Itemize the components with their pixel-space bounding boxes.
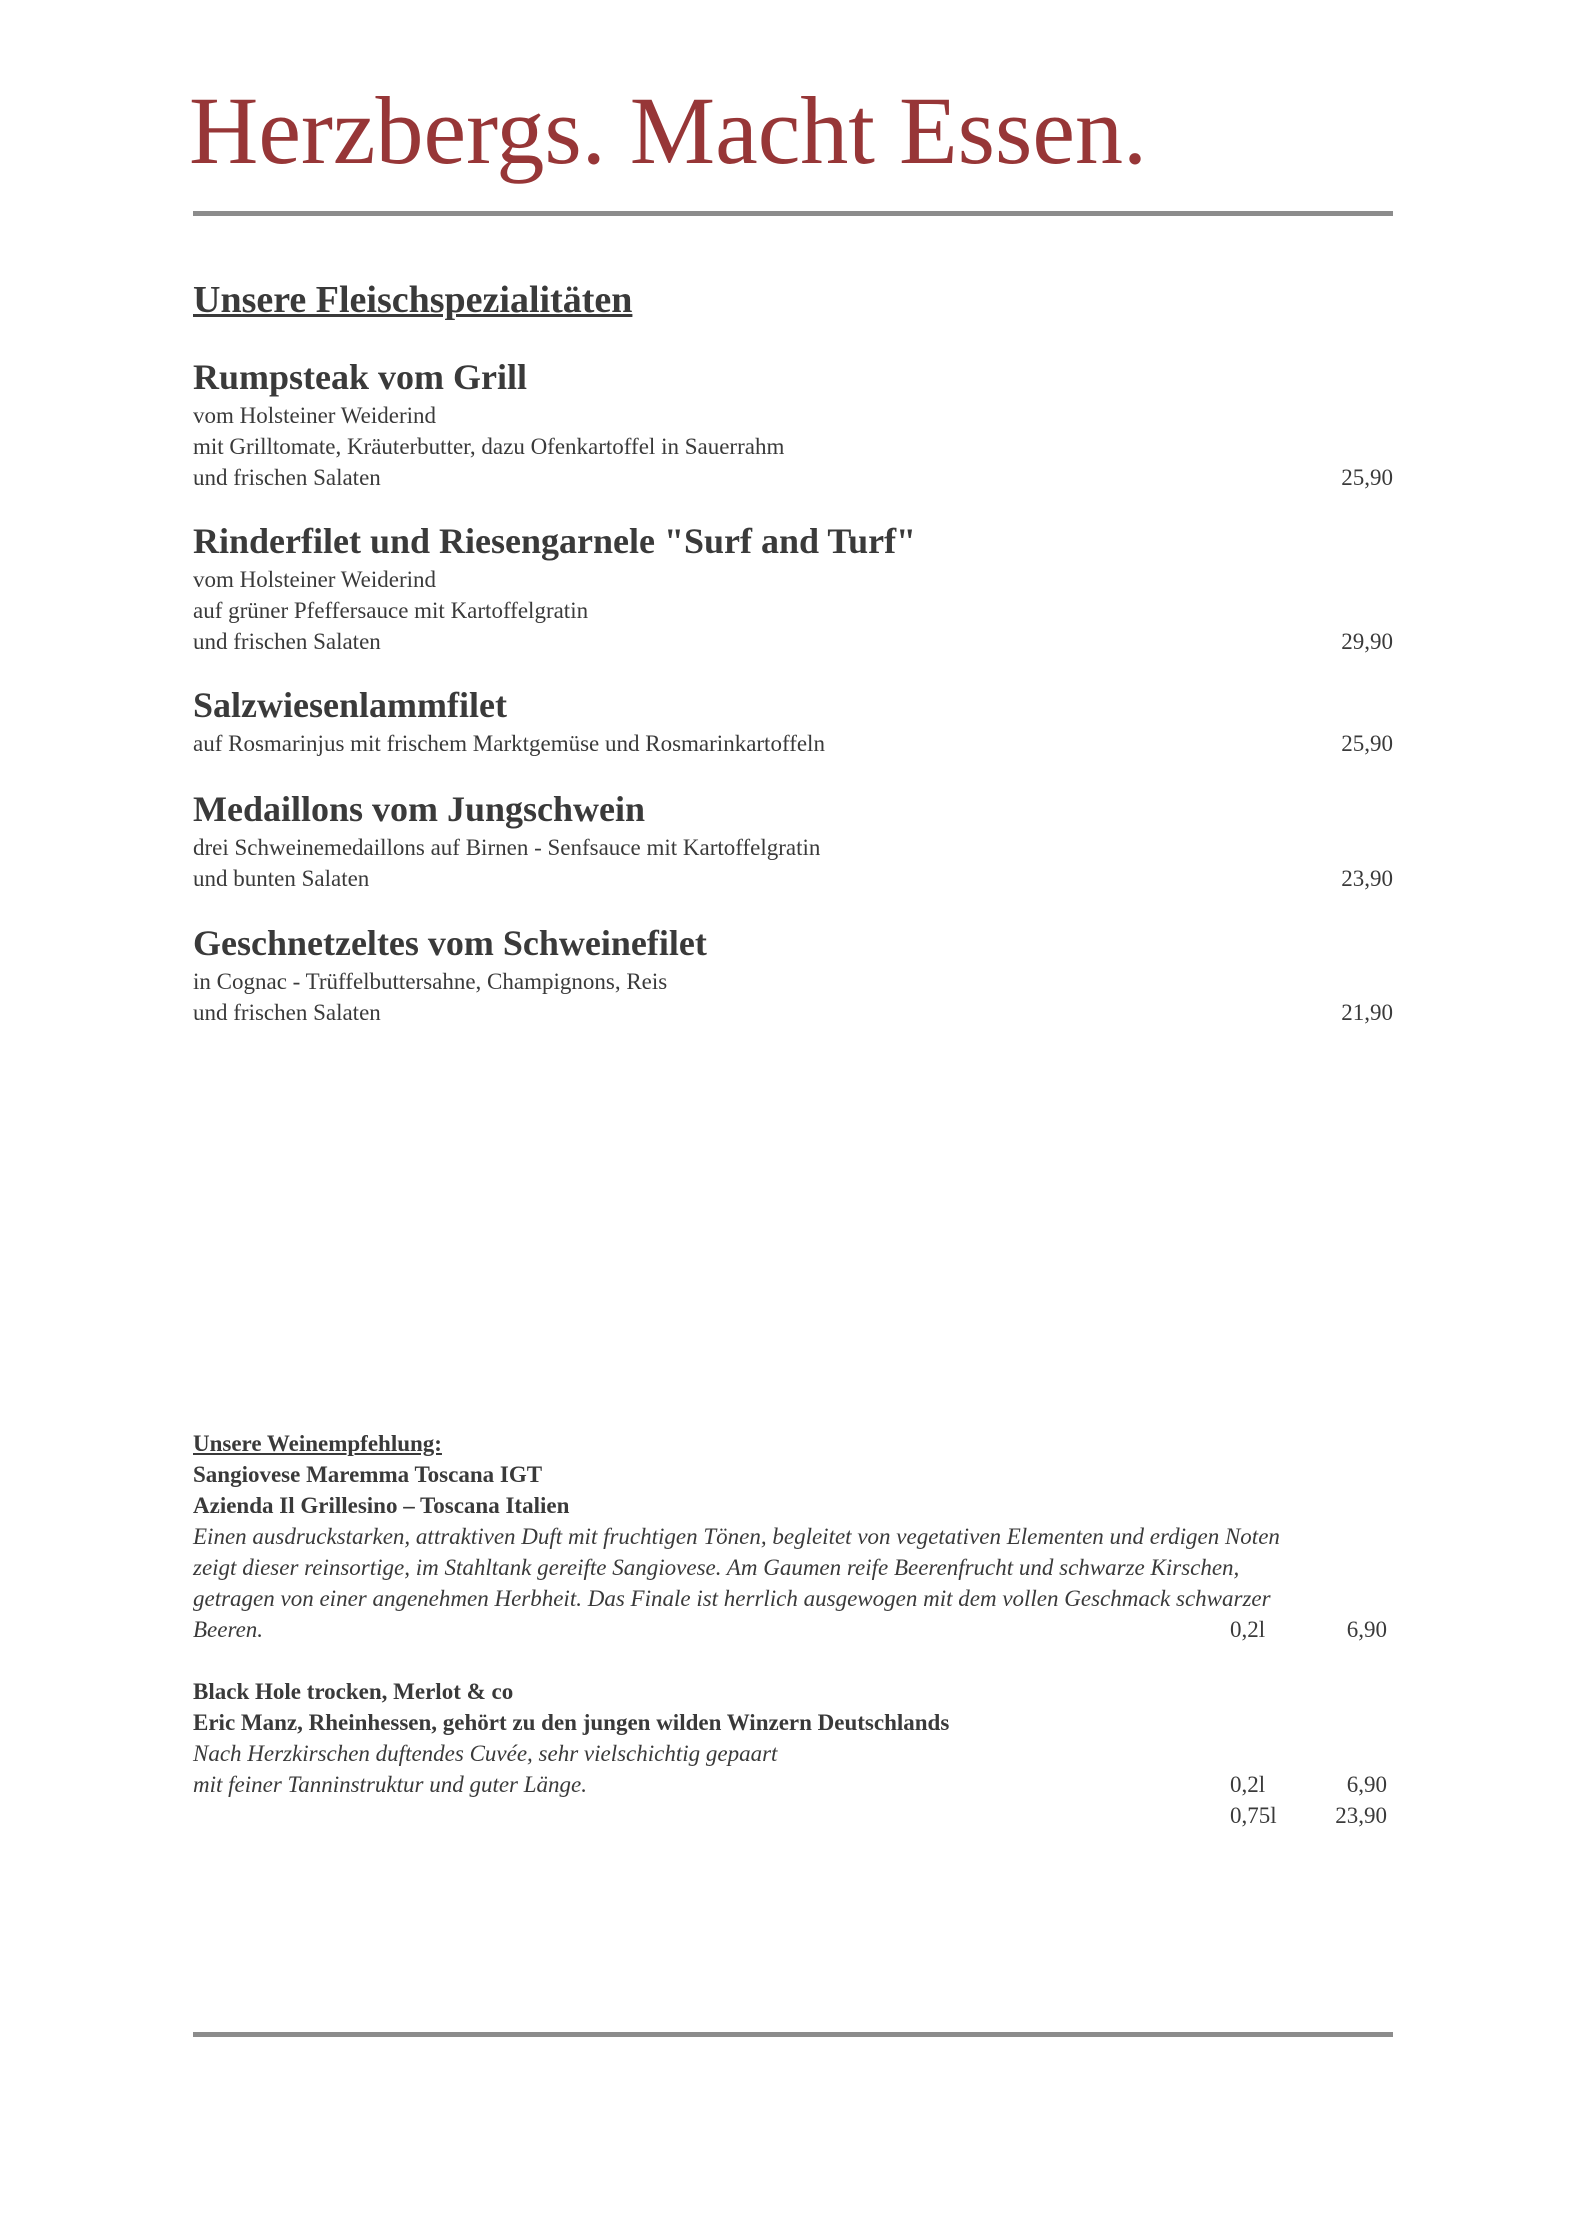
dish-name: Rinderfilet und Riesengarnele "Surf and Turf" (193, 521, 917, 561)
dish-price: 29,90 (1341, 629, 1393, 654)
wine-price: 6,90 (1346, 1617, 1387, 1642)
wine-price: 6,90 (1346, 1772, 1387, 1797)
wine-description: getragen von einer angenehmen Herbheit. Das Finale ist herrlich ausgewogen mit dem vollen Geschmack schwarzer (193, 1586, 1271, 1611)
dish-price: 23,90 (1341, 866, 1393, 891)
dish-name: Geschnetzeltes vom Schweinefilet (193, 923, 707, 963)
menu-item (193, 518, 1393, 657)
wine-description: mit feiner Tanninstruktur und guter Länge. (193, 1772, 587, 1797)
dish-description: und frischen Salaten (193, 465, 381, 490)
bottom-divider (193, 2032, 1393, 2037)
top-divider (193, 211, 1393, 216)
dish-price: 25,90 (1341, 465, 1393, 490)
wine-volume: 0,2l (1230, 1617, 1266, 1642)
dish-description: mit Grilltomate, Kräuterbutter, dazu Ofenkartoffel in Sauerrahm (193, 434, 785, 459)
wine-volume: 0,75l (1230, 1803, 1277, 1828)
dish-description: und frischen Salaten (193, 629, 381, 654)
dish-price: 25,90 (1341, 731, 1393, 756)
wine-producer: Eric Manz, Rheinhessen, gehört zu den jungen wilden Winzern Deutschlands (193, 1710, 950, 1735)
dish-description: vom Holsteiner Weiderind (193, 567, 437, 592)
menu-item (193, 920, 1393, 1028)
wine-price: 23,90 (1335, 1803, 1387, 1828)
dish-description: auf Rosmarinjus mit frischem Marktgemüse und Rosmarinkartoffeln (193, 731, 825, 756)
wine-description: Einen ausdruckstarken, attraktiven Duft mit fruchtigen Tönen, begleitet von vegetativen Elementen und erdigen Noten (193, 1524, 1280, 1549)
menu-item (193, 682, 1393, 759)
wine-name: Sangiovese Maremma Toscana IGT (193, 1462, 543, 1487)
dish-description: drei Schweinemedaillons auf Birnen - Senfsauce mit Kartoffelgratin (193, 835, 821, 860)
dish-description: auf grüner Pfeffersauce mit Kartoffelgratin (193, 598, 589, 623)
wine-name: Black Hole trocken, Merlot & co (193, 1679, 514, 1704)
wine-producer: Azienda Il Grillesino – Toscana Italien (193, 1493, 570, 1518)
wine-heading: Unsere Weinempfehlung: (193, 1431, 442, 1456)
dish-name: Medaillons vom Jungschwein (193, 789, 646, 829)
dish-description: in Cognac - Trüffelbuttersahne, Champignons, Reis (193, 969, 668, 994)
wine-description: Beeren. (193, 1617, 264, 1642)
menu-item (193, 354, 1393, 493)
wine-description: Nach Herzkirschen duftendes Cuvée, sehr vielschichtig gepaart (193, 1741, 778, 1766)
section-title: Unsere Fleischspezialitäten (193, 279, 633, 321)
wine-volume: 0,2l (1230, 1772, 1266, 1797)
wine-recommendation (193, 1428, 1463, 1831)
dish-description: und frischen Salaten (193, 1000, 381, 1025)
dish-description: vom Holsteiner Weiderind (193, 403, 437, 428)
dish-price: 21,90 (1341, 1000, 1393, 1025)
dish-name: Salzwiesenlammfilet (193, 685, 507, 725)
dish-name: Rumpsteak vom Grill (193, 357, 528, 397)
brand-title: Herzbergs. Macht Essen. (189, 77, 1147, 184)
dish-description: und bunten Salaten (193, 866, 370, 891)
menu-item (193, 786, 1393, 894)
wine-description: zeigt dieser reinsortige, im Stahltank gereifte Sangiovese. Am Gaumen reife Beerenfrucht und schwarze Kirschen, (193, 1555, 1240, 1580)
